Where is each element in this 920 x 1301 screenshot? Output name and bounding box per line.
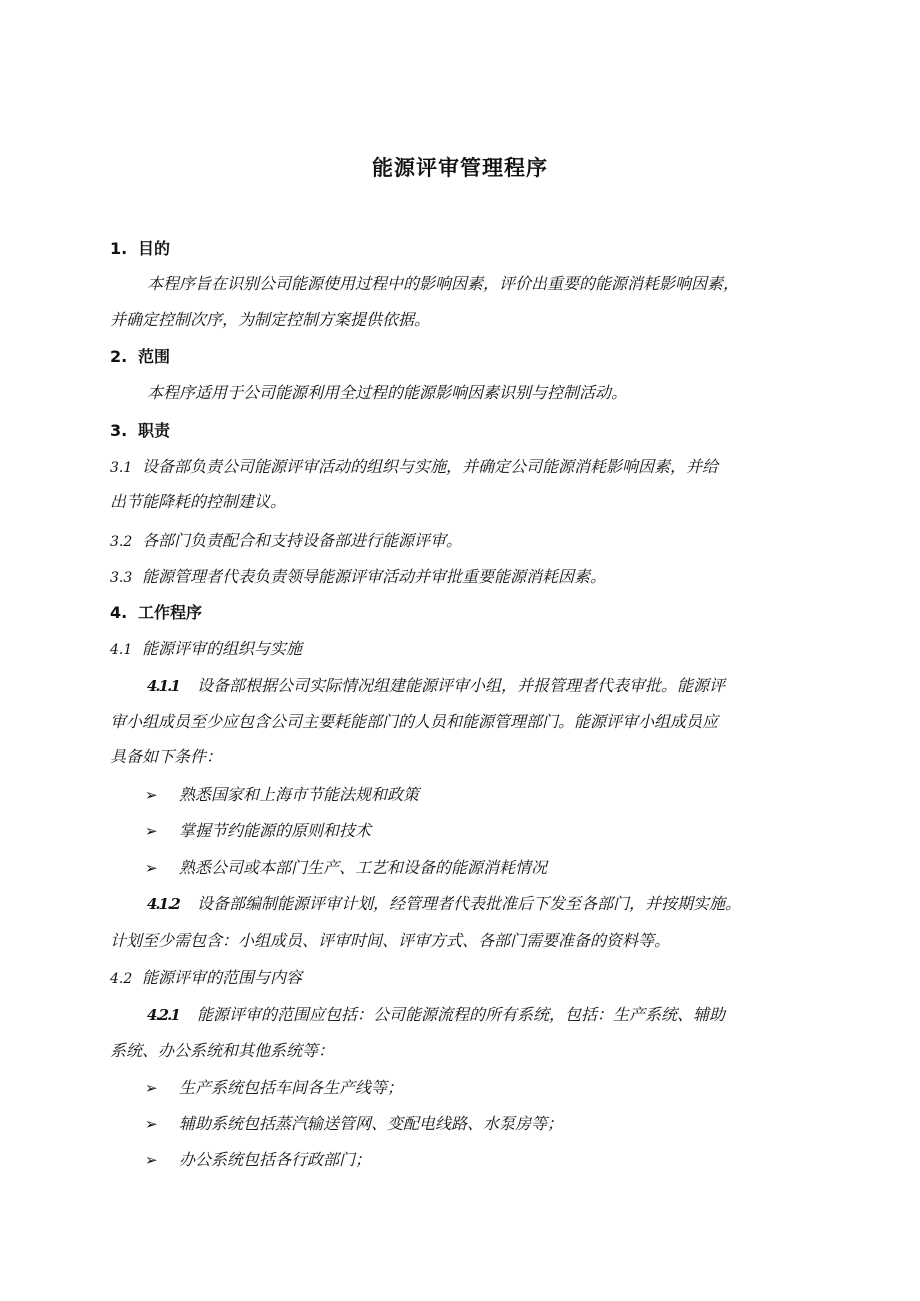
- subclause-text: 设备部根据公司实际情况组建能源评审小组，并报管理者代表审批。能源评: [197, 676, 726, 695]
- clause-text: 能源评审的范围与内容: [142, 968, 303, 987]
- clause-3-1: [110, 456, 718, 479]
- paragraph-line: 计划至少需包含：小组成员、评审时间、评审方式、各部门需要准备的资料等。: [110, 931, 671, 950]
- bullet-item: [145, 857, 547, 879]
- clause-text: 各部门负责配合和支持设备部进行能源评审。: [142, 531, 463, 550]
- paragraph-line: 审小组成员至少应包含公司主要耗能部门的人员和能源管理部门。能源评审小组成员应: [110, 712, 719, 731]
- section-number: 1.: [110, 239, 128, 258]
- bullet-text: 熟悉公司或本部门生产、工艺和设备的能源消耗情况: [179, 858, 548, 877]
- paragraph-line: 出节能降耗的控制建议。: [110, 492, 287, 511]
- arrowhead-bullet-icon: ➢: [145, 822, 158, 840]
- clause-number: 3.2: [110, 534, 133, 550]
- arrowhead-bullet-icon: ➢: [145, 786, 158, 804]
- bullet-item: [145, 784, 419, 806]
- arrowhead-bullet-icon: ➢: [145, 1079, 158, 1097]
- clause-number: 4.2: [110, 971, 133, 987]
- clause-3-3: [110, 566, 606, 589]
- section-heading-4: [110, 602, 202, 624]
- section-number: 2.: [110, 347, 128, 366]
- section-heading-1: [110, 238, 170, 260]
- paragraph-line: 系统、办公系统和其他系统等：: [110, 1041, 335, 1060]
- subclause-number: 4.1.2: [147, 895, 179, 913]
- arrowhead-bullet-icon: ➢: [145, 1151, 158, 1169]
- arrowhead-bullet-icon: ➢: [145, 859, 158, 877]
- paragraph-line: 具备如下条件：: [110, 747, 223, 766]
- clause-number: 3.3: [110, 570, 133, 586]
- bullet-item: [145, 1077, 403, 1099]
- bullet-text: 掌握节约能源的原则和技术: [179, 821, 372, 840]
- bullet-item: [145, 1149, 371, 1171]
- subclause-4-2-1: [147, 1004, 725, 1026]
- subclause-text: 能源评审的范围应包括：公司能源流程的所有系统，包括：生产系统、辅助: [197, 1005, 726, 1024]
- section-heading-3: [110, 420, 170, 442]
- clause-text: 设备部负责公司能源评审活动的组织与实施，并确定公司能源消耗影响因素，并给: [142, 457, 719, 476]
- clause-3-2: [110, 530, 462, 553]
- section-heading-2: [110, 346, 170, 368]
- subclause-number: 4.1.1: [147, 677, 179, 695]
- arrowhead-bullet-icon: ➢: [145, 1115, 158, 1133]
- bullet-text: 熟悉国家和上海市节能法规和政策: [179, 785, 420, 804]
- clause-number: 4.1: [110, 642, 133, 658]
- paragraph-line: 本程序适用于公司能源利用全过程的能源影响因素识别与控制活动。: [147, 383, 628, 402]
- section-title: 范围: [138, 347, 171, 366]
- section-title: 目的: [138, 239, 171, 258]
- bullet-item: [145, 1113, 563, 1135]
- clause-text: 能源评审的组织与实施: [142, 639, 303, 658]
- bullet-text: 生产系统包括车间各生产线等；: [179, 1078, 404, 1097]
- section-number: 3.: [110, 421, 128, 440]
- section-title: 工作程序: [138, 603, 203, 622]
- bullet-text: 辅助系统包括蒸汽输送管网、变配电线路、水泵房等；: [179, 1114, 564, 1133]
- bullet-item: [145, 820, 371, 842]
- clause-4-2: [110, 967, 302, 990]
- subclause-4-1-2: [147, 893, 741, 915]
- section-title: 职责: [138, 421, 171, 440]
- subclause-number: 4.2.1: [147, 1006, 179, 1024]
- subclause-text: 设备部编制能源评审计划，经管理者代表批准后下发至各部门，并按期实施。: [197, 894, 742, 913]
- document-title: 能源评审管理程序: [372, 156, 548, 180]
- bullet-text: 办公系统包括各行政部门；: [179, 1150, 372, 1169]
- clause-4-1: [110, 638, 302, 661]
- paragraph-line: 本程序旨在识别公司能源使用过程中的影响因素，评价出重要的能源消耗影响因素，: [147, 274, 740, 293]
- section-number: 4.: [110, 603, 128, 622]
- clause-number: 3.1: [110, 460, 133, 476]
- subclause-4-1-1: [147, 675, 725, 697]
- paragraph-line: 并确定控制次序，为制定控制方案提供依据。: [110, 310, 431, 329]
- clause-text: 能源管理者代表负责领导能源评审活动并审批重要能源消耗因素。: [142, 567, 607, 586]
